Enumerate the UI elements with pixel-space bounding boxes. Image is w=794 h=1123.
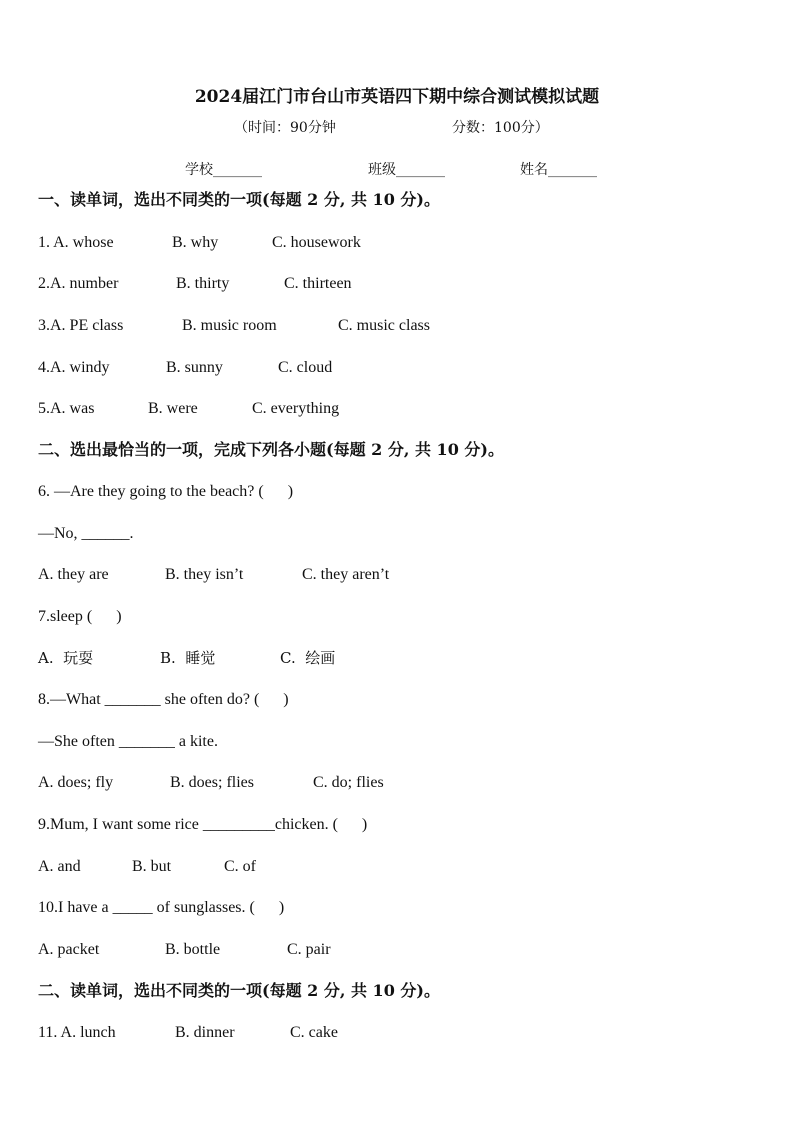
q4-option-b: B. sunny	[166, 359, 223, 376]
q10-option-b: B. bottle	[165, 941, 221, 958]
q5-option-b: B. were	[148, 400, 198, 417]
q7-stem: 7.sleep ( )	[38, 608, 122, 625]
q8-option-b: B. does; flies	[170, 774, 254, 791]
q6-stem: 6. —Are they going to the beach? ( )	[38, 483, 294, 500]
q10-stem: 10.I have a _____ of sunglasses. ( )	[38, 899, 285, 916]
q5-option-a: 5.A. was	[38, 400, 95, 417]
q9-stem: 9.Mum, I want some rice _________chicken. ( )	[38, 816, 368, 833]
q4-option-a: 4.A. windy	[38, 359, 110, 376]
exam-time: （时间：90分钟	[234, 120, 336, 136]
q3-option-a: 3.A. PE class	[38, 317, 124, 334]
name-field: 姓名_______	[520, 162, 597, 178]
q9-option-b: B. but	[132, 858, 172, 875]
q5-option-c: C. everything	[252, 400, 340, 417]
q7-option-b: B. 睡觉	[160, 649, 216, 667]
q10-option-a: A. packet	[38, 941, 100, 958]
section-3-heading: 二、读单词，选出不同类的一项(每题 2 分, 共 10 分)。	[38, 981, 440, 1000]
q7-option-c: C. 绘画	[280, 649, 336, 667]
q8-option-c: C. do; flies	[313, 774, 384, 791]
q1-option-b: B. why	[172, 234, 219, 251]
q6-option-b: B. they isn’t	[165, 566, 244, 583]
q2-option-c: C. thirteen	[284, 275, 352, 292]
class-field: 班级_______	[368, 162, 445, 178]
q9-option-a: A. and	[38, 858, 81, 875]
q8-reply: —She often _______ a kite.	[38, 733, 218, 750]
q6-option-c: C. they aren’t	[302, 566, 390, 583]
exam-score: 分数：100分）	[452, 120, 549, 136]
q2-option-a: 2.A. number	[38, 275, 119, 292]
q3-option-b: B. music room	[182, 317, 277, 334]
school-field: 学校_______	[185, 162, 262, 178]
q4-option-c: C. cloud	[278, 359, 333, 376]
section-1-heading: 一、读单词，选出不同类的一项(每题 2 分, 共 10 分)。	[38, 190, 440, 209]
q1-option-a: 1. A. whose	[38, 234, 114, 251]
page-title: 2024届江门市台山市英语四下期中综合测试模拟试题	[194, 87, 600, 107]
q11-option-b: B. dinner	[175, 1024, 235, 1041]
q7-option-a: A. 玩耍	[38, 649, 94, 667]
q3-option-c: C. music class	[338, 317, 430, 334]
q6-option-a: A. they are	[38, 566, 109, 583]
q6-reply: —No, ______.	[38, 525, 134, 542]
q1-option-c: C. housework	[272, 234, 361, 251]
q10-option-c: C. pair	[287, 941, 331, 958]
section-2-heading: 二、选出最恰当的一项，完成下列各小题(每题 2 分, 共 10 分)。	[38, 440, 504, 459]
q8-option-a: A. does; fly	[38, 774, 114, 791]
q11-option-c: C. cake	[290, 1024, 338, 1041]
q9-option-c: C. of	[224, 858, 256, 875]
q8-stem: 8.—What _______ she often do? ( )	[38, 691, 289, 708]
q2-option-b: B. thirty	[176, 275, 230, 292]
q11-option-a: 11. A. lunch	[38, 1024, 116, 1041]
